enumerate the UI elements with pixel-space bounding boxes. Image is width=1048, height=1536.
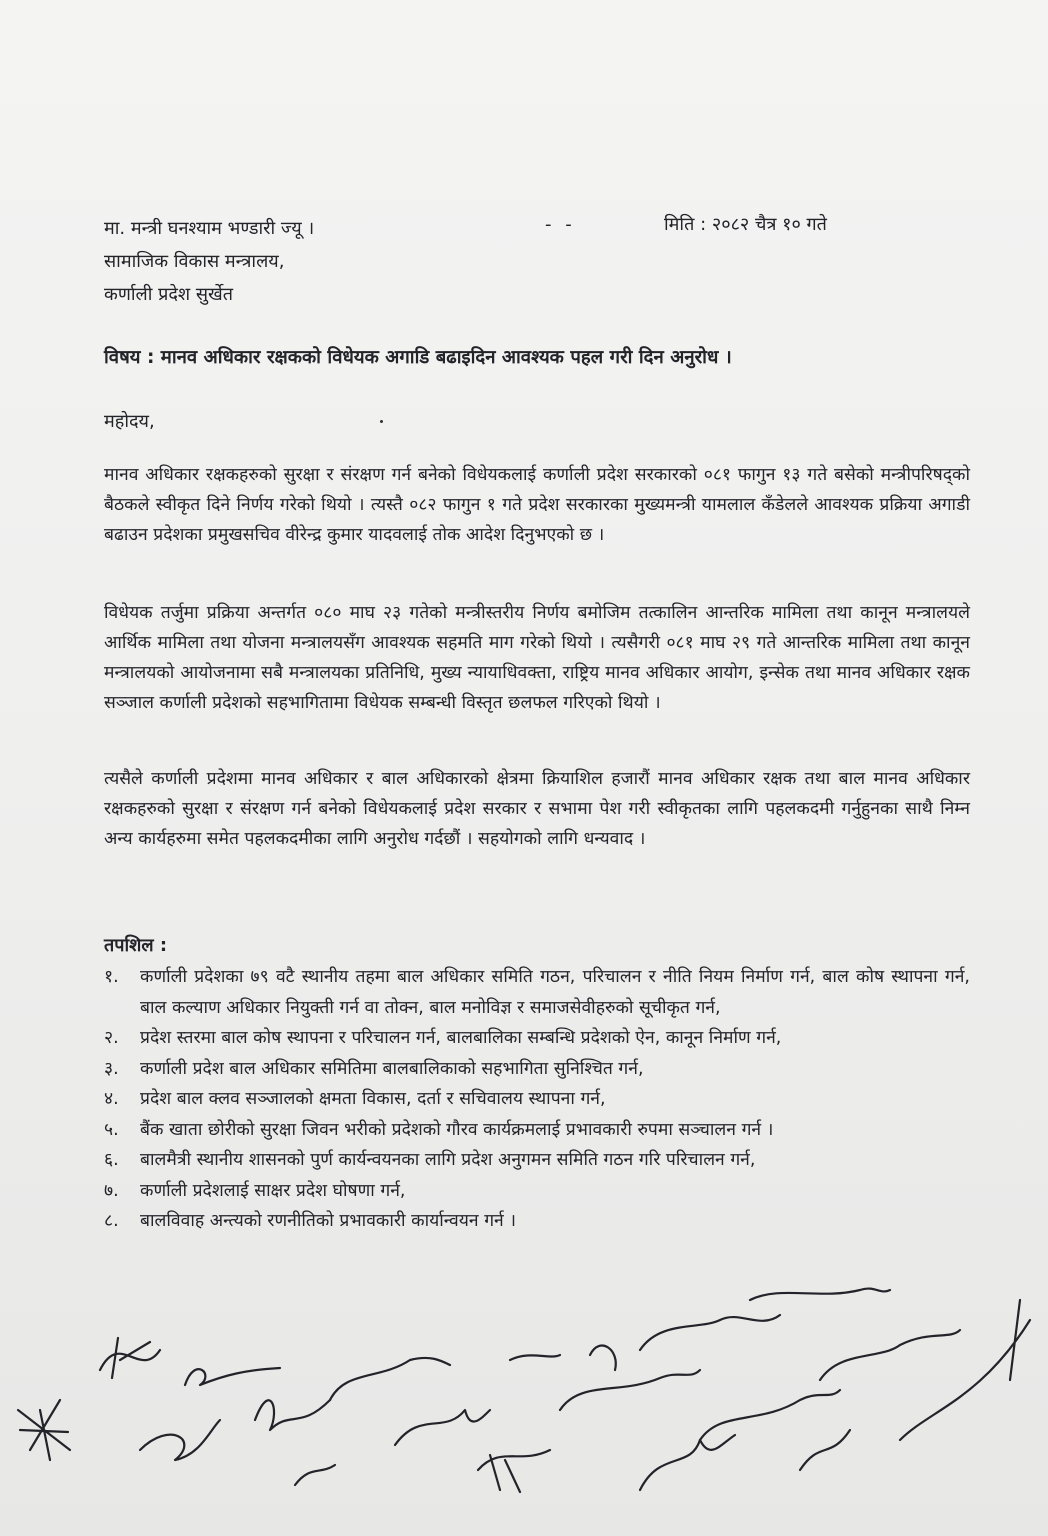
recipient-ministry: सामाजिक विकास मन्त्रालय, (104, 251, 285, 272)
list-text: कर्णाली प्रदेशका ७९ वटै स्थानीय तहमा बाल अधिकार समिति गठन, परिचालन र नीति नियम निर्माण गर्न, बाल कोष स्थापना गर्न, बाल कल्याण अधिकार नियुक्ती गर्न वा तोक्न, बाल मनोविज्ञ र समाजसेवीहरुको सूचीकृत गर्न, (140, 967, 970, 1018)
signature (18, 1400, 70, 1460)
list-number: ३. (104, 1058, 119, 1079)
list-number: ६. (104, 1150, 119, 1170)
list-number: ४. (104, 1089, 119, 1109)
list-number: २. (104, 1028, 119, 1048)
recipient-name: मा. मन्त्री घनश्याम भण्डारी ज्यू । (104, 218, 315, 239)
list-item (104, 962, 970, 1023)
ink-dot (380, 420, 383, 423)
list-item (104, 1084, 970, 1115)
list-text: बालमैत्री स्थानीय शासनको पुर्ण कार्यन्वयनका लागि प्रदेश अनुगमन समिति गठन गरि परिचालन गर्न, (140, 1150, 756, 1170)
list-text: बालविवाह अन्त्यको रणनीतिको प्रभावकारी कार्यान्वयन गर्न । (140, 1211, 516, 1231)
signature (185, 1368, 280, 1385)
list-item (104, 1176, 970, 1207)
signature (750, 1289, 890, 1300)
signature (395, 1410, 490, 1445)
signatures-area (0, 1260, 1048, 1536)
paragraph-1: मानव अधिकार रक्षकहरुको सुरक्षा र संरक्षण गर्न बनेको विधेयकलाई कर्णाली प्रदेश सरकारको ०८१ फागुन १३ गते बसेको मन्त्रीपरिषद्को बैठकले स्वीकृत दिने निर्णय गरेको थियो । त्यस्तै ०८२ फागुन १ गते प्रदेश सरकारका मुख्यमन्त्री यामलाल कँडेलले आवश्यक प्रक्रिया अगाडी बढाउन प्रदेशका प्रमुखसचिव वीरेन्द्र कुमार यादवलाई तोक आदेश दिनुभएको छ । (104, 465, 970, 545)
paragraph-2: विधेयक तर्जुमा प्रक्रिया अन्तर्गत ०८० माघ २३ गतेको मन्त्रीस्तरीय निर्णय बमोजिम तत्कालिन आन्तरिक मामिला तथा कानून मन्त्रालयले आर्थिक मामिला तथा योजना मन्त्रालयसँग आवश्यक सहमति माग गरेको थियो । त्यसैगरी ०८१ माघ २९ गते आन्तरिक मामिला तथा कानून मन्त्रालयको आयोजनामा सबै मन्त्रालयका प्रतिनिधि, मुख्य न्यायाधिवक्ता, राष्ट्रिय मानव अधिकार आयोग, इन्सेक तथा मानव अधिकार रक्षक सञ्जाल कर्णाली प्रदेशको सहभागितामा विधेयक सम्बन्धी विस्तृत छलफल गरिएको थियो । (104, 603, 970, 713)
list-text: कर्णाली प्रदेशलाई साक्षर प्रदेश घोषणा गर्न, (140, 1180, 406, 1201)
letter-date: मिति : २०८२ चैत्र १० गते (664, 214, 827, 235)
list-item (104, 1054, 970, 1085)
recipient-block (104, 212, 314, 311)
list-number: १. (104, 967, 119, 987)
list-text: कर्णाली प्रदेश बाल अधिकार समितिमा बालबालिकाको सहभागिता सुनिश्चित गर्न, (140, 1058, 644, 1079)
signature (140, 1420, 220, 1460)
signature (820, 1330, 960, 1380)
signature (560, 1370, 700, 1410)
list-number: ८. (104, 1211, 119, 1231)
signature (640, 1435, 735, 1490)
signature (640, 1315, 780, 1350)
signature (295, 1465, 335, 1485)
list-text: प्रदेश स्तरमा बाल कोष स्थापना र परिचालन गर्न, बालबालिका सम्बन्धि प्रदेशको ऐन, कानून निर्माण गर्न, (140, 1028, 782, 1048)
signature (800, 1430, 850, 1470)
list-item (104, 1206, 970, 1237)
signature (100, 1338, 160, 1378)
list-text: बैंक खाता छोरीको सुरक्षा जिवन भरीको प्रदेशको गौरव कार्यक्रमलाई प्रभावकारी रुपमा सञ्चालन गर्न । (140, 1119, 774, 1140)
signature (510, 1346, 616, 1370)
list-text: प्रदेश बाल क्लव सञ्जालको क्षमता विकास, दर्ता र सचिवालय स्थापना गर्न, (140, 1089, 606, 1109)
list-item (104, 1115, 970, 1146)
paragraph-3: त्यसैले कर्णाली प्रदेशमा मानव अधिकार र बाल अधिकारको क्षेत्रमा क्रियाशिल हजारौं मानव अधिकार रक्षक तथा बाल मानव अधिकार रक्षकहरुको सुरक्षा र संरक्षण गर्न बनेको विधेयकलाई प्रदेश सरकार र सभामा पेश गरी स्वीकृतका लागि पहलकदमी गर्नुहुनका साथै निम्न अन्य कार्यहरुमा समेत पहलकदमीका लागि अनुरोध गर्दछौं । सहयोगको लागि धन्यवाद । (104, 769, 970, 849)
list-item (104, 1145, 970, 1176)
annex-title: तपशिल : (104, 935, 168, 956)
signature (330, 1358, 450, 1400)
list-item (104, 1023, 970, 1054)
signature (900, 1300, 1030, 1440)
signature (700, 1390, 840, 1440)
signature (478, 1450, 550, 1492)
recipient-address: कर्णाली प्रदेश सुर्खेत (104, 284, 234, 305)
salutation: महोदय, (104, 411, 155, 432)
signature (255, 1400, 330, 1430)
list-number: ७. (104, 1180, 119, 1201)
annex-list (104, 962, 970, 1237)
stray-mark: - - (545, 214, 576, 235)
letter-subject: विषय : मानव अधिकार रक्षकको विधेयक अगाडि बढाइदिन आवश्यक पहल गरी दिन अनुरोध । (104, 347, 732, 368)
list-number: ५. (104, 1119, 119, 1140)
